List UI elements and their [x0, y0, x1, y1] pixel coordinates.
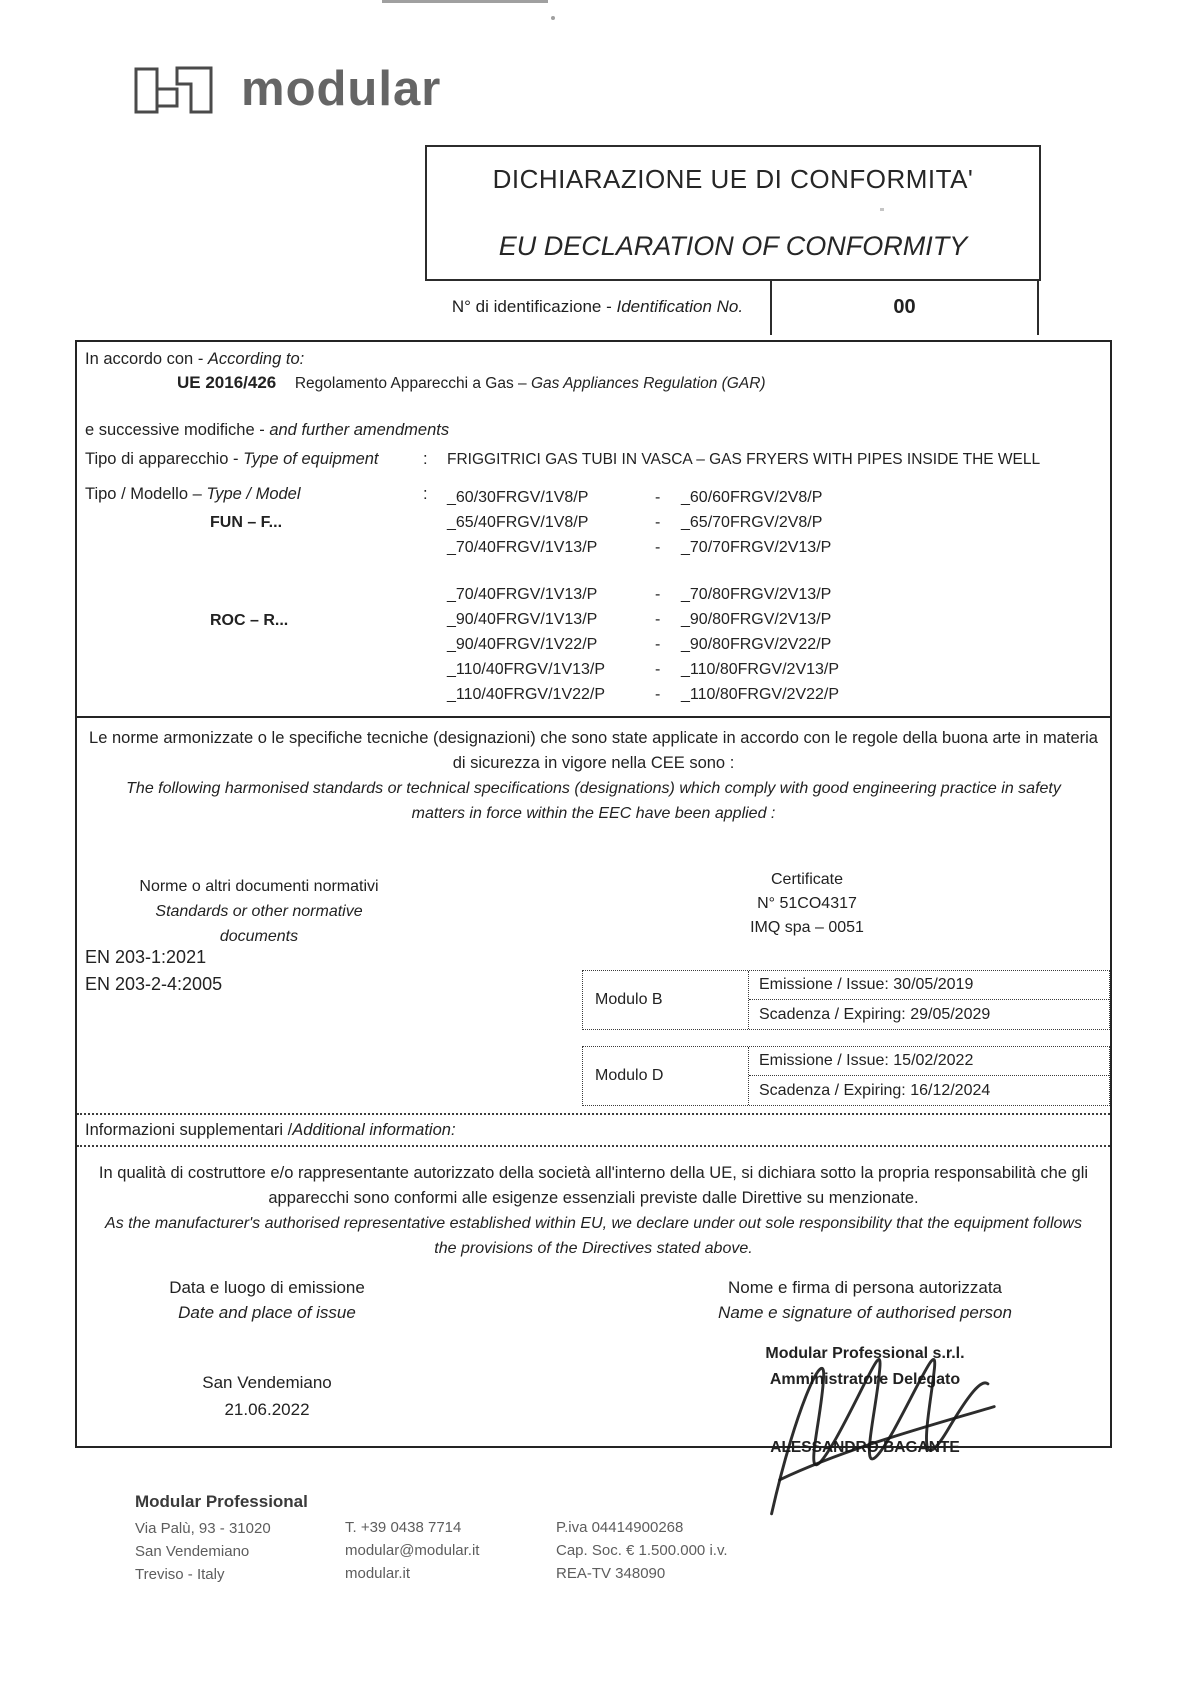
footer-contact-column: [345, 1490, 479, 1585]
equipment-type-label-it: Tipo di apparecchio -: [85, 450, 239, 468]
model-label-it: Tipo / Modello –: [85, 485, 207, 503]
identification-row: [425, 279, 1039, 335]
module-expiring: Scadenza / Expiring: 16/12/2024: [759, 1081, 991, 1099]
identification-label: [425, 279, 770, 335]
date-label-it: Data e luogo di emissione: [169, 1278, 365, 1297]
model-separator: -: [655, 636, 661, 653]
model-right: _110/80FRGV/2V22/P: [681, 686, 840, 703]
additional-info-band: [77, 1113, 1110, 1147]
footer: [135, 1490, 1095, 1620]
standards-list: [85, 944, 222, 998]
company-logo: [133, 56, 441, 122]
model-separator: -: [655, 514, 661, 531]
declaration-section: [77, 1161, 1110, 1462]
footer-address-line: Via Palù, 93 - 31020: [135, 1520, 271, 1537]
model-separator: -: [655, 661, 661, 678]
footer-address-line: Treviso - Italy: [135, 1566, 225, 1583]
model-left: _110/40FRGV/1V13/P: [447, 661, 606, 678]
model-right: _110/80FRGV/2V13/P: [681, 661, 840, 678]
issue-date: 21.06.2022: [224, 1400, 310, 1419]
module-issue: Emissione / Issue: 30/05/2019: [749, 971, 1109, 1000]
according-it: In accordo con -: [85, 350, 208, 368]
title-italian: DICHIARAZIONE UE DI CONFORMITA': [492, 164, 974, 194]
footer-rea: REA-TV 348090: [556, 1565, 666, 1582]
module-name: Modulo B: [583, 971, 749, 1029]
name-label-it: Nome e firma di persona autorizzata: [727, 1278, 1003, 1297]
logo-wordmark: modular: [241, 62, 442, 116]
model-separator: -: [655, 611, 661, 628]
signature-column: [650, 1275, 1080, 1460]
according-section: [77, 342, 1110, 716]
model-pair: [447, 535, 1102, 560]
model-label-cell: [85, 485, 423, 707]
model-left: _90/40FRGV/1V22/P: [447, 636, 598, 653]
colon: :: [423, 450, 428, 468]
signing-company: Modular Professional s.r.l.: [765, 1345, 965, 1362]
title-english: EU DECLARATION OF CONFORMITY: [498, 231, 968, 261]
colon: :: [423, 485, 428, 503]
additional-info-it: Informazioni supplementari /: [85, 1120, 293, 1139]
footer-address-column: [135, 1490, 308, 1586]
module-b-table: [582, 970, 1110, 1030]
amendments-line: [85, 421, 1102, 440]
spacer: [447, 560, 1102, 582]
footer-capital: Cap. Soc. € 1.500.000 i.v.: [556, 1542, 728, 1559]
model-label: [85, 485, 423, 504]
model-label-en: Type / Model: [206, 485, 301, 503]
module-issue: Emissione / Issue: 15/02/2022: [749, 1047, 1109, 1076]
model-pair: [447, 657, 1102, 682]
footer-website: modular.it: [345, 1565, 411, 1582]
company-role-block: [650, 1341, 1080, 1393]
certificate-title: Certificate: [770, 871, 844, 888]
model-separator: -: [655, 586, 661, 603]
footer-email: modular@modular.it: [345, 1542, 480, 1559]
module-expiring: Scadenza / Expiring: 29/05/2029: [759, 1005, 991, 1023]
model-left: _60/30FRGV/1V8/P: [447, 489, 589, 506]
norms-label: [129, 874, 389, 949]
certificate-number: N° 51CO4317: [757, 895, 857, 912]
issue-place: San Vendemiano: [202, 1373, 332, 1392]
regulation-description: [295, 375, 766, 392]
certificate-block: [647, 868, 967, 940]
title-box: [425, 145, 1041, 281]
certificate-org: IMQ spa – 0051: [750, 919, 864, 936]
model-list: [447, 485, 1102, 707]
footer-vat: P.iva 04414900268: [556, 1519, 684, 1536]
model-right: _70/80FRGV/2V13/P: [681, 586, 832, 603]
footer-address-line: San Vendemiano: [135, 1543, 250, 1560]
declaration-body: [75, 340, 1112, 1456]
model-pair: [447, 510, 1102, 535]
date-place-column: [77, 1275, 457, 1460]
model-left: _90/40FRGV/1V13/P: [447, 611, 598, 628]
identification-label-en: Identification No.: [616, 297, 744, 316]
model-right: _70/70FRGV/2V13/P: [681, 539, 832, 556]
amendments-it: e successive modifiche -: [85, 421, 270, 439]
regulation-line: [85, 373, 1102, 393]
roc-series-label: ROC – R...: [210, 612, 289, 629]
regulation-code: UE 2016/426: [177, 373, 277, 392]
equipment-type-row: [85, 450, 1102, 469]
norms-label-en: Standards or other normative documents: [155, 903, 363, 945]
module-name: Modulo D: [583, 1047, 749, 1105]
model-pair: [447, 632, 1102, 657]
modular-m-icon: [133, 56, 229, 122]
equipment-type-label: [85, 450, 423, 469]
model-left: _70/40FRGV/1V13/P: [447, 586, 598, 603]
model-pair: [447, 682, 1102, 707]
scan-artifact: [551, 16, 555, 20]
name-label-en: Name e signature of authorised person: [718, 1303, 1012, 1322]
model-right: _90/80FRGV/2V13/P: [681, 611, 832, 628]
model-left: _70/40FRGV/1V13/P: [447, 539, 598, 556]
model-separator: -: [655, 686, 661, 703]
model-pair: [447, 582, 1102, 607]
standard-item: EN 203-2-4:2005: [85, 974, 223, 994]
model-right: _65/70FRGV/2V8/P: [681, 514, 823, 531]
footer-company-name: Modular Professional: [135, 1492, 308, 1511]
standards-intro-en: The following harmonised standards or technical specifications (designations) which comply with good engineering practice in safety matters in force within the EEC have been applied :: [126, 780, 1061, 822]
date-label-en: Date and place of issue: [178, 1303, 356, 1322]
norms-label-it: Norme o altri documenti normativi: [139, 878, 379, 895]
module-d-table: [582, 1046, 1110, 1106]
signer-name: ALESSANDRO BAGANTE: [770, 1439, 960, 1456]
regulation-desc-en: Gas Appliances Regulation (GAR): [530, 375, 766, 392]
model-pair: [447, 607, 1102, 632]
fun-series-label: FUN – F...: [210, 514, 283, 531]
model-left: _65/40FRGV/1V8/P: [447, 514, 589, 531]
equipment-type-label-en: Type of equipment: [243, 450, 379, 468]
standard-item: EN 203-1:2021: [85, 947, 207, 967]
footer-phone: T. +39 0438 7714: [345, 1519, 462, 1536]
model-row-section: [85, 485, 1102, 707]
model-separator: -: [655, 489, 661, 506]
declaration-text-it: In qualità di costruttore e/o rappresentante autorizzato della società all'interno della UE, si dichiara sotto la propria responsabilità che gli apparecchi sono conformi alle esigenze essenziali previste dalle Direttive su menzionate.: [98, 1164, 1089, 1207]
equipment-type-value: FRIGGITRICI GAS TUBI IN VASCA – GAS FRYERS WITH PIPES INSIDE THE WELL: [447, 451, 1041, 468]
standards-section: [77, 716, 1110, 1113]
scan-artifact: [382, 0, 548, 3]
additional-info-en: Additional information:: [292, 1120, 456, 1139]
model-left: _110/40FRGV/1V22/P: [447, 686, 606, 703]
model-right: _60/60FRGV/2V8/P: [681, 489, 823, 506]
model-pair: [447, 485, 1102, 510]
identification-label-it: N° di identificazione -: [451, 297, 617, 316]
declaration-text-en: As the manufacturer's authorised representative established within EU, we declare under out sole responsibility that the equipment follows the provisions of the Directives stated above.: [105, 1215, 1082, 1257]
sign-off-columns: [77, 1275, 1110, 1460]
according-en: According to:: [207, 350, 305, 368]
standards-intro-it: Le norme armonizzate o le specifiche tecniche (designazioni) che sono state applicate in accordo con le regole della buona arte in materia di sicurezza in vigore nella CEE sono :: [89, 729, 1098, 772]
model-right: _90/80FRGV/2V22/P: [681, 636, 832, 653]
model-separator: -: [655, 539, 661, 556]
regulation-desc-it: Regolamento Apparecchi a Gas –: [294, 375, 531, 392]
amendments-en: and further amendments: [269, 421, 450, 439]
signing-role: Amministratore Delegato: [769, 1371, 961, 1388]
issue-place-date: [77, 1369, 457, 1423]
according-line: [85, 350, 1102, 369]
footer-fiscal-column: [556, 1490, 728, 1585]
identification-value: 00: [893, 295, 916, 318]
